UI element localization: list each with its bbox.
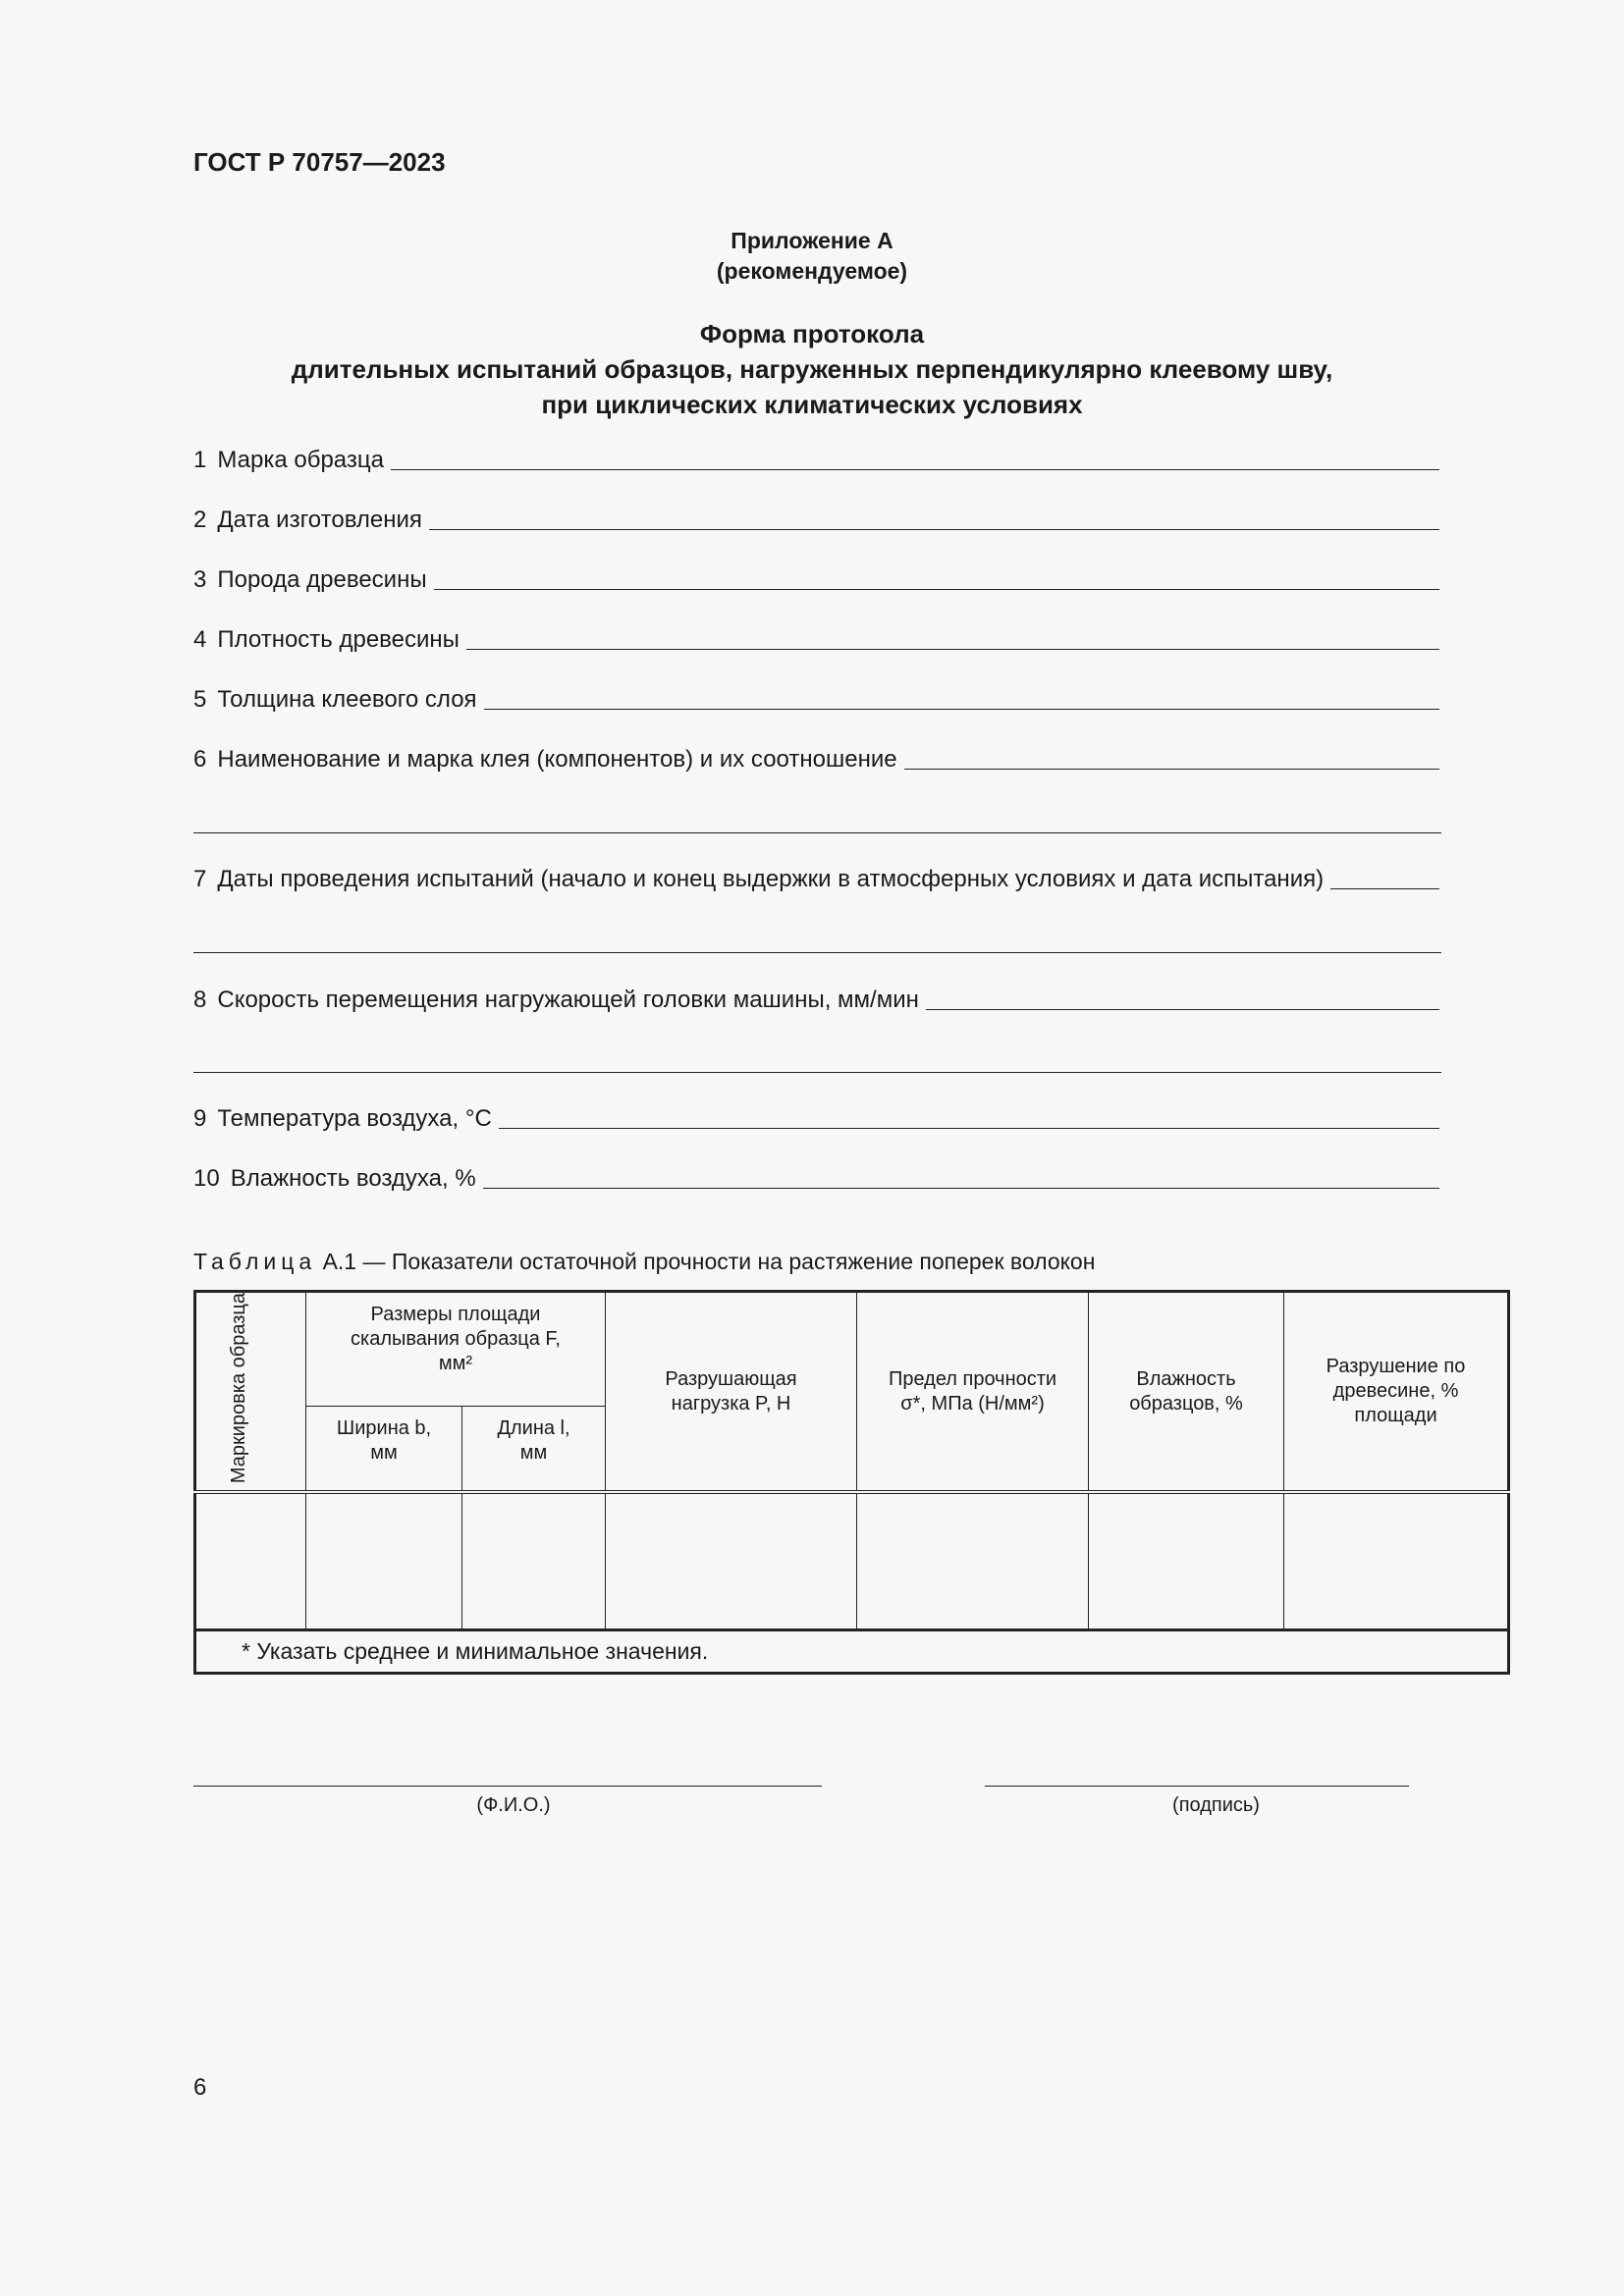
header-marking-text: Маркировка образца bbox=[227, 1293, 249, 1484]
form-title-line1: Форма протокола bbox=[699, 319, 925, 348]
header-area: Размеры площади скалывания образца F, мм² bbox=[306, 1292, 606, 1407]
field-label: Марка образца bbox=[217, 447, 384, 473]
fill-line-continuation[interactable] bbox=[193, 832, 1441, 833]
cell-strength[interactable] bbox=[857, 1492, 1089, 1630]
fill-line[interactable] bbox=[904, 768, 1439, 770]
field-test-dates[interactable] bbox=[193, 860, 1439, 893]
field-air-humidity[interactable] bbox=[193, 1159, 1439, 1193]
fill-line-continuation[interactable] bbox=[193, 1072, 1441, 1073]
field-sample-grade[interactable] bbox=[193, 441, 1439, 474]
name-label-text: (Ф.И.О.) bbox=[476, 1794, 551, 1816]
field-number: 4 bbox=[193, 626, 207, 653]
name-label bbox=[193, 1794, 822, 1817]
fill-line[interactable] bbox=[391, 468, 1439, 470]
cell-load[interactable] bbox=[606, 1492, 857, 1630]
table-caption-prefix: Таблица bbox=[193, 1249, 317, 1274]
field-number: 9 bbox=[193, 1105, 207, 1132]
page-number: 6 bbox=[193, 2074, 207, 2101]
cell-marking[interactable] bbox=[195, 1492, 306, 1630]
field-glue-name[interactable] bbox=[193, 740, 1439, 774]
cell-failure[interactable] bbox=[1284, 1492, 1509, 1630]
table-footnote: * Указать среднее и минимальное значения. bbox=[195, 1630, 1509, 1674]
cell-width[interactable] bbox=[306, 1492, 462, 1630]
field-number: 1 bbox=[193, 447, 207, 473]
signature-line[interactable] bbox=[985, 1786, 1409, 1787]
field-label: Даты проведения испытаний (начало и конец выдержки в атмосферных условиях и дата испытания) bbox=[217, 866, 1325, 892]
fill-line[interactable] bbox=[484, 708, 1439, 710]
field-glue-thickness[interactable] bbox=[193, 680, 1439, 714]
form-title-line2: длительных испытаний образцов, нагруженных перпендикулярно клеевому шву, bbox=[291, 354, 1333, 384]
fill-line[interactable] bbox=[429, 528, 1439, 530]
annex-heading bbox=[0, 226, 1624, 287]
header-moisture: Влажность образцов, % bbox=[1089, 1292, 1284, 1493]
field-number: 10 bbox=[193, 1165, 220, 1192]
name-signature-line[interactable] bbox=[193, 1786, 822, 1787]
field-label: Наименование и марка клея (компонентов) и их соотношение bbox=[217, 746, 897, 773]
field-loading-speed[interactable] bbox=[193, 981, 1439, 1014]
form-title-line3: при циклических климатических условиях bbox=[541, 390, 1083, 419]
fill-line[interactable] bbox=[483, 1187, 1439, 1189]
fill-line-continuation[interactable] bbox=[193, 952, 1441, 953]
field-label: Влажность воздуха, % bbox=[230, 1165, 476, 1192]
signature-label bbox=[1070, 1794, 1362, 1817]
field-number: 5 bbox=[193, 686, 207, 713]
results-table bbox=[193, 1290, 1510, 1675]
field-label: Плотность древесины bbox=[217, 626, 460, 653]
field-air-temperature[interactable] bbox=[193, 1099, 1439, 1133]
cell-moisture[interactable] bbox=[1089, 1492, 1284, 1630]
field-wood-density[interactable] bbox=[193, 620, 1439, 654]
annex-title: Приложение А bbox=[731, 228, 893, 253]
field-label: Дата изготовления bbox=[217, 507, 422, 533]
fill-line[interactable] bbox=[926, 1008, 1439, 1010]
fill-line[interactable] bbox=[1330, 887, 1439, 889]
table-row[interactable] bbox=[195, 1492, 1509, 1630]
fill-line[interactable] bbox=[434, 588, 1439, 590]
table-caption-text: А.1 — Показатели остаточной прочности на растяжение поперек волокон bbox=[322, 1249, 1096, 1274]
field-label: Скорость перемещения нагружающей головки машины, мм/мин bbox=[217, 987, 919, 1013]
field-wood-species[interactable] bbox=[193, 561, 1439, 594]
document-header: ГОСТ Р 70757—2023 bbox=[193, 147, 446, 177]
header-length: Длина l, мм bbox=[462, 1407, 606, 1492]
field-label: Порода древесины bbox=[217, 566, 427, 593]
fill-line[interactable] bbox=[499, 1127, 1439, 1129]
header-marking bbox=[195, 1292, 306, 1493]
field-label: Температура воздуха, °С bbox=[217, 1105, 492, 1132]
table-caption bbox=[193, 1249, 1095, 1275]
signature-label-text: (подпись) bbox=[1172, 1794, 1260, 1816]
header-failure: Разрушение по древесине, % площади bbox=[1284, 1292, 1509, 1493]
fill-line[interactable] bbox=[466, 648, 1439, 650]
field-number: 8 bbox=[193, 987, 207, 1013]
header-strength: Предел прочности σ*, МПа (Н/мм²) bbox=[857, 1292, 1089, 1493]
form-title bbox=[0, 316, 1624, 422]
field-manufacture-date[interactable] bbox=[193, 501, 1439, 534]
field-label: Толщина клеевого слоя bbox=[217, 686, 477, 713]
annex-status: (рекомендуемое) bbox=[716, 258, 908, 284]
header-load: Разрушающая нагрузка P, Н bbox=[606, 1292, 857, 1493]
header-width: Ширина b, мм bbox=[306, 1407, 462, 1492]
field-number: 2 bbox=[193, 507, 207, 533]
field-number: 7 bbox=[193, 866, 207, 892]
cell-length[interactable] bbox=[462, 1492, 606, 1630]
field-number: 6 bbox=[193, 746, 207, 773]
field-number: 3 bbox=[193, 566, 207, 593]
